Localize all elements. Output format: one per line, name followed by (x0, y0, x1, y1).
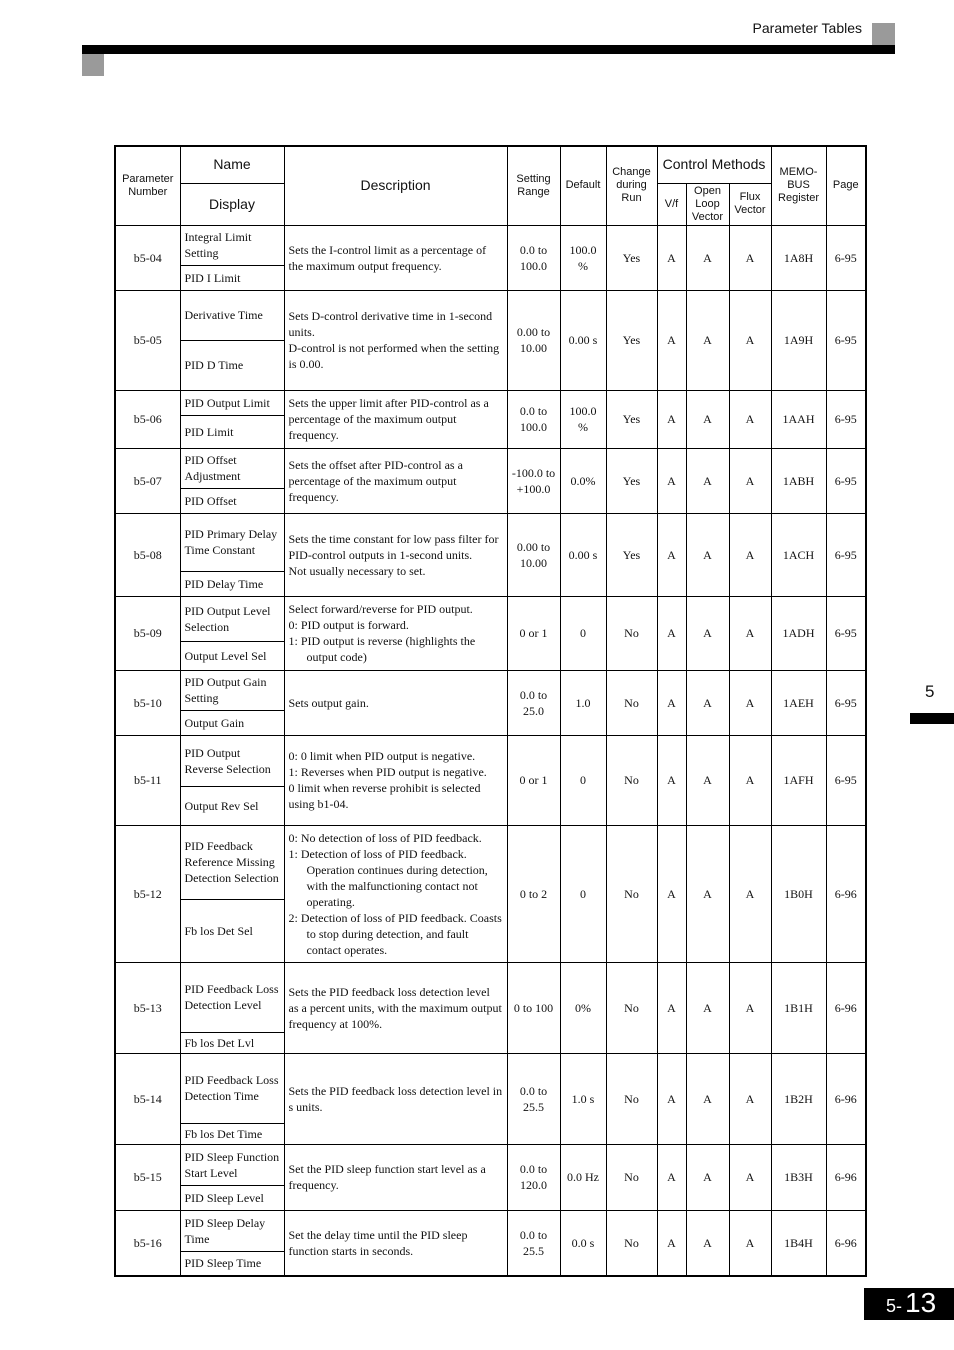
param-name: Integral Limit Setting (180, 225, 284, 265)
parameter-table-body (115, 225, 866, 1276)
param-description (284, 390, 507, 448)
page-number: 13 (905, 1287, 937, 1318)
param-name: PID Sleep Delay Time (180, 1210, 284, 1251)
description-line: D-control is not performed when the setting is 0.00. (288, 341, 500, 371)
page-reference: 6-95 (826, 390, 866, 448)
flux-vector-method: A (729, 596, 771, 670)
open-loop-vector-method: A (686, 735, 729, 825)
param-name: PID Sleep Function Start Level (180, 1144, 284, 1185)
header-vf: V/f (657, 183, 686, 225)
vf-method: A (657, 225, 686, 290)
description-line: 2: Detection of loss of PID feedback. Coasts to stop during detection, and fault contact operates. (288, 910, 502, 957)
description-line: 0 limit when reverse prohibit is selected using b1-04. (288, 781, 481, 811)
default-value: 0.0% (560, 448, 606, 513)
page-reference: 6-96 (826, 1144, 866, 1210)
memobus-register: 1AAH (771, 390, 826, 448)
table-row (115, 225, 866, 265)
param-display: PID Sleep Time (180, 1251, 284, 1276)
header-memobus-register: MEMO-BUS Register (771, 146, 826, 225)
table-row (115, 513, 866, 571)
default-value: 0 (560, 825, 606, 962)
table-row (115, 670, 866, 710)
param-display: PID Delay Time (180, 571, 284, 596)
change-during-run: No (606, 735, 657, 825)
change-during-run: No (606, 596, 657, 670)
description-line: Set the delay time until the PID sleep function starts in seconds. (288, 1227, 468, 1258)
setting-range: 0 or 1 (507, 735, 560, 825)
flux-vector-method: A (729, 513, 771, 596)
description-line: Sets the upper limit after PID-control as a percentage of the maximum output frequency. (288, 396, 489, 442)
open-loop-vector-method: A (686, 670, 729, 735)
flux-vector-method: A (729, 1144, 771, 1210)
param-number: b5-08 (115, 513, 180, 596)
vf-method: A (657, 596, 686, 670)
page-reference: 6-96 (826, 1053, 866, 1144)
header-setting-range: Setting Range (507, 146, 560, 225)
memobus-register: 1AEH (771, 670, 826, 735)
param-display: PID Sleep Level (180, 1185, 284, 1210)
open-loop-vector-method: A (686, 1210, 729, 1276)
description-line: 0: No detection of loss of PID feedback. (288, 830, 482, 845)
default-value: 0.00 s (560, 290, 606, 390)
param-display: Output Level Sel (180, 641, 284, 670)
open-loop-vector-method: A (686, 962, 729, 1053)
vf-method: A (657, 735, 686, 825)
setting-range: 0.0 to 100.0 (507, 225, 560, 290)
param-description (284, 1210, 507, 1276)
param-description (284, 290, 507, 390)
vf-method: A (657, 448, 686, 513)
description-line: Set the PID sleep function start level as a frequency. (288, 1162, 486, 1192)
default-value: 1.0 (560, 670, 606, 735)
flux-vector-method: A (729, 670, 771, 735)
change-during-run: Yes (606, 290, 657, 390)
header-param-number: Parameter Number (115, 146, 180, 225)
param-display: Fb los Det Time (180, 1123, 284, 1144)
header-default: Default (560, 146, 606, 225)
change-during-run: Yes (606, 448, 657, 513)
page-reference: 6-96 (826, 1210, 866, 1276)
param-number: b5-14 (115, 1053, 180, 1144)
page-reference: 6-96 (826, 825, 866, 962)
change-during-run: Yes (606, 390, 657, 448)
change-during-run: Yes (606, 513, 657, 596)
vf-method: A (657, 1053, 686, 1144)
vf-method: A (657, 962, 686, 1053)
flux-vector-method: A (729, 735, 771, 825)
param-number: b5-07 (115, 448, 180, 513)
page-reference: 6-95 (826, 735, 866, 825)
change-during-run: Yes (606, 225, 657, 290)
flux-vector-method: A (729, 1053, 771, 1144)
param-description (284, 225, 507, 290)
param-number: b5-10 (115, 670, 180, 735)
param-description (284, 448, 507, 513)
flux-vector-method: A (729, 290, 771, 390)
description-line: 1: Detection of loss of PID feedback. Operation continues during detection, with the malfunctioning contact not operating. (288, 846, 488, 909)
setting-range: 0.0 to 25.0 (507, 670, 560, 735)
setting-range: 0.0 to 25.5 (507, 1053, 560, 1144)
param-number: b5-12 (115, 825, 180, 962)
param-description (284, 1144, 507, 1210)
param-description (284, 670, 507, 735)
memobus-register: 1B1H (771, 962, 826, 1053)
page-reference: 6-95 (826, 225, 866, 290)
param-name: PID Feedback Reference Missing Detection Selection (180, 825, 284, 899)
memobus-register: 1B0H (771, 825, 826, 962)
param-description (284, 596, 507, 670)
page-reference: 6-95 (826, 596, 866, 670)
default-value: 0.0 Hz (560, 1144, 606, 1210)
description-line: Not usually necessary to set. (288, 563, 426, 578)
flux-vector-method: A (729, 390, 771, 448)
param-name: PID Output Reverse Selection (180, 735, 284, 786)
setting-range: 0.0 to 100.0 (507, 390, 560, 448)
description-line: 1: PID output is reverse (highlights the output code) (288, 634, 476, 664)
page-number-box (864, 1288, 954, 1320)
header-control-methods: Control Methods (657, 146, 771, 183)
vf-method: A (657, 513, 686, 596)
setting-range: 0.0 to 25.5 (507, 1210, 560, 1276)
description-line: Sets D-control derivative time in 1-second units. (288, 309, 493, 339)
open-loop-vector-method: A (686, 1053, 729, 1144)
table-row (115, 1144, 866, 1185)
vf-method: A (657, 1210, 686, 1276)
header-rule (82, 45, 895, 54)
chapter-number: 5 (925, 682, 935, 701)
param-display: PID Offset (180, 488, 284, 513)
param-description (284, 1053, 507, 1144)
setting-range: 0 to 100 (507, 962, 560, 1053)
page-reference: 6-95 (826, 448, 866, 513)
setting-range: 0.0 to 120.0 (507, 1144, 560, 1210)
header-display: Display (180, 183, 284, 225)
change-during-run: No (606, 825, 657, 962)
open-loop-vector-method: A (686, 596, 729, 670)
default-value: 0 (560, 596, 606, 670)
default-value: 100.0 % (560, 225, 606, 290)
table-row (115, 290, 866, 340)
header-corner-square (82, 54, 104, 76)
setting-range: -100.0 to +100.0 (507, 448, 560, 513)
param-name: PID Feedback Loss Detection Time (180, 1053, 284, 1123)
vf-method: A (657, 825, 686, 962)
change-during-run: No (606, 962, 657, 1053)
param-name: PID Output Level Selection (180, 596, 284, 641)
memobus-register: 1A9H (771, 290, 826, 390)
param-description (284, 513, 507, 596)
open-loop-vector-method: A (686, 448, 729, 513)
open-loop-vector-method: A (686, 290, 729, 390)
param-name: PID Primary Delay Time Constant (180, 513, 284, 571)
description-line: Sets output gain. (288, 695, 369, 710)
change-during-run: No (606, 1210, 657, 1276)
param-name: PID Feedback Loss Detection Level (180, 962, 284, 1032)
vf-method: A (657, 290, 686, 390)
page-reference: 6-95 (826, 670, 866, 735)
param-number: b5-05 (115, 290, 180, 390)
description-line: 0: 0 limit when PID output is negative. (288, 749, 476, 763)
default-value: 0.0 s (560, 1210, 606, 1276)
header-change-during-run: Change during Run (606, 146, 657, 225)
chapter-tab-bar (910, 713, 954, 724)
param-number: b5-11 (115, 735, 180, 825)
memobus-register: 1ADH (771, 596, 826, 670)
header-open-loop-vector: Open Loop Vector (686, 183, 729, 225)
param-number: b5-06 (115, 390, 180, 448)
page-reference: 6-95 (826, 513, 866, 596)
param-description (284, 962, 507, 1053)
description-line: 1: Reverses when PID output is negative. (288, 765, 487, 779)
header-flux-vector: Flux Vector (729, 183, 771, 225)
header-name: Name (180, 146, 284, 183)
flux-vector-method: A (729, 825, 771, 962)
flux-vector-method: A (729, 448, 771, 513)
param-name: PID Output Limit (180, 390, 284, 415)
default-value: 0 (560, 735, 606, 825)
description-line: Sets the time constant for low pass filter for PID-control outputs in 1-second units. (288, 531, 499, 562)
default-value: 100.0 % (560, 390, 606, 448)
memobus-register: 1ACH (771, 513, 826, 596)
param-name: PID Output Gain Setting (180, 670, 284, 710)
page-reference: 6-96 (826, 962, 866, 1053)
table-row (115, 1210, 866, 1251)
default-value: 1.0 s (560, 1053, 606, 1144)
header-square-decoration (872, 23, 895, 45)
page-reference: 6-95 (826, 290, 866, 390)
change-during-run: No (606, 1053, 657, 1144)
page-prefix: 5- (886, 1296, 903, 1316)
param-description (284, 825, 507, 962)
memobus-register: 1B2H (771, 1053, 826, 1144)
param-number: b5-04 (115, 225, 180, 290)
table-row (115, 596, 866, 641)
description-line: Sets the I-control limit as a percentage of the maximum output frequency. (288, 242, 487, 273)
description-line: Sets the PID feedback loss detection level in s units. (288, 1083, 503, 1114)
vf-method: A (657, 390, 686, 448)
table-row (115, 825, 866, 899)
param-name: Derivative Time (180, 290, 284, 340)
open-loop-vector-method: A (686, 1144, 729, 1210)
param-number: b5-16 (115, 1210, 180, 1276)
description-line: 0: PID output is forward. (288, 618, 409, 632)
param-number: b5-15 (115, 1144, 180, 1210)
change-during-run: No (606, 1144, 657, 1210)
param-name: PID Offset Adjustment (180, 448, 284, 488)
param-display: PID Limit (180, 415, 284, 448)
vf-method: A (657, 1144, 686, 1210)
memobus-register: 1B4H (771, 1210, 826, 1276)
setting-range: 0 to 2 (507, 825, 560, 962)
description-line: Sets the PID feedback loss detection level as a percent units, with the maximum output frequency at 100%. (288, 984, 502, 1031)
param-number: b5-13 (115, 962, 180, 1053)
header-description: Description (284, 146, 507, 225)
header-title: Parameter Tables (752, 20, 862, 36)
setting-range: 0 or 1 (507, 596, 560, 670)
vf-method: A (657, 670, 686, 735)
open-loop-vector-method: A (686, 513, 729, 596)
default-value: 0% (560, 962, 606, 1053)
flux-vector-method: A (729, 962, 771, 1053)
param-display: PID D Time (180, 340, 284, 390)
table-row (115, 390, 866, 415)
flux-vector-method: A (729, 1210, 771, 1276)
parameter-table (114, 145, 867, 1277)
flux-vector-method: A (729, 225, 771, 290)
description-line: Sets the offset after PID-control as a percentage of the maximum output frequency. (288, 457, 463, 504)
change-during-run: No (606, 670, 657, 735)
param-display: Output Rev Sel (180, 786, 284, 825)
open-loop-vector-method: A (686, 825, 729, 962)
open-loop-vector-method: A (686, 390, 729, 448)
param-number: b5-09 (115, 596, 180, 670)
param-display: Output Gain (180, 710, 284, 735)
memobus-register: 1A8H (771, 225, 826, 290)
setting-range: 0.00 to 10.00 (507, 290, 560, 390)
table-row (115, 735, 866, 786)
memobus-register: 1ABH (771, 448, 826, 513)
setting-range: 0.00 to 10.00 (507, 513, 560, 596)
memobus-register: 1AFH (771, 735, 826, 825)
table-row (115, 1053, 866, 1123)
param-display: PID I Limit (180, 265, 284, 290)
table-row (115, 448, 866, 488)
memobus-register: 1B3H (771, 1144, 826, 1210)
param-description (284, 735, 507, 825)
param-display: Fb los Det Sel (180, 899, 284, 962)
table-row (115, 962, 866, 1032)
default-value: 0.00 s (560, 513, 606, 596)
open-loop-vector-method: A (686, 225, 729, 290)
param-display: Fb los Det Lvl (180, 1032, 284, 1053)
description-line: Select forward/reverse for PID output. (288, 602, 473, 616)
header-page: Page (826, 146, 866, 225)
